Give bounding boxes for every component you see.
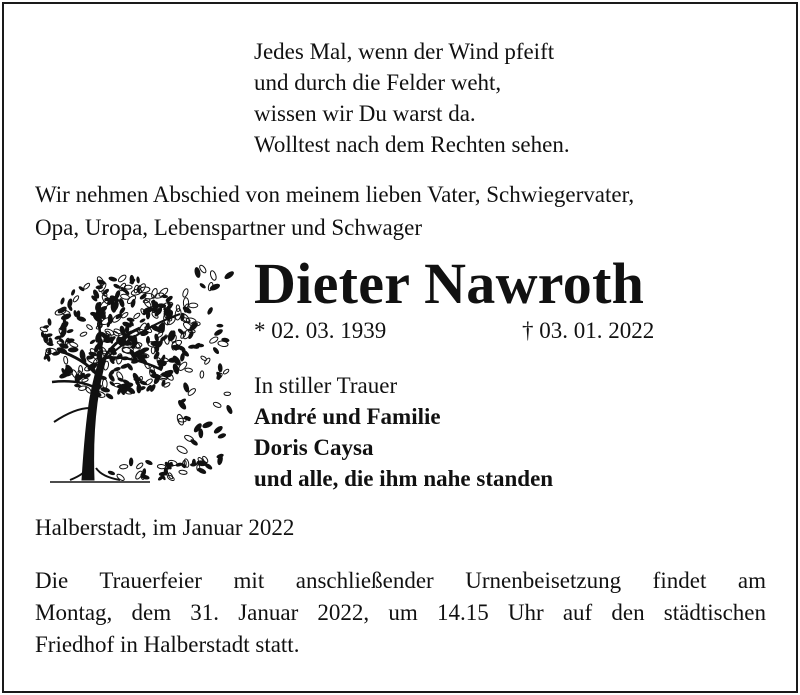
farewell-intro	[35, 178, 634, 244]
deceased-name: Dieter Nawroth	[254, 251, 645, 316]
birth-date: * 02. 03. 1939	[254, 318, 387, 343]
poem-line: Jedes Mal, wenn der Wind pfeift	[254, 39, 555, 64]
service-line: Die Trauerfeier mit anschließender Urnenbeisetzung findet am	[35, 568, 766, 593]
poem-line: wissen wir Du warst da.	[254, 101, 476, 126]
intro-line: Opa, Uropa, Lebenspartner und Schwager	[35, 215, 423, 240]
poem	[254, 36, 570, 160]
place-and-date: Halberstadt, im Januar 2022	[35, 515, 295, 540]
mourner-name: André und Familie	[254, 404, 441, 429]
tree-in-wind-icon	[30, 258, 235, 486]
mourning-heading: In stiller Trauer	[254, 373, 398, 398]
poem-line: Wolltest nach dem Rechten sehen.	[254, 132, 570, 157]
death-date: † 03. 01. 2022	[522, 318, 655, 343]
poem-line: und durch die Felder weht,	[254, 70, 502, 95]
service-line: Montag, dem 31. Januar 2022, um 14.15 Uhr auf den städtischen	[35, 600, 766, 625]
mourners-block	[254, 370, 553, 494]
mourner-name: Doris Caysa	[254, 435, 374, 460]
funeral-service-notice	[35, 565, 766, 661]
service-line: Friedhof in Halberstadt statt.	[35, 632, 300, 657]
mourner-name: und alle, die ihm nahe standen	[254, 466, 554, 491]
intro-line: Wir nehmen Abschied von meinem lieben Vater, Schwiegervater,	[35, 182, 635, 207]
